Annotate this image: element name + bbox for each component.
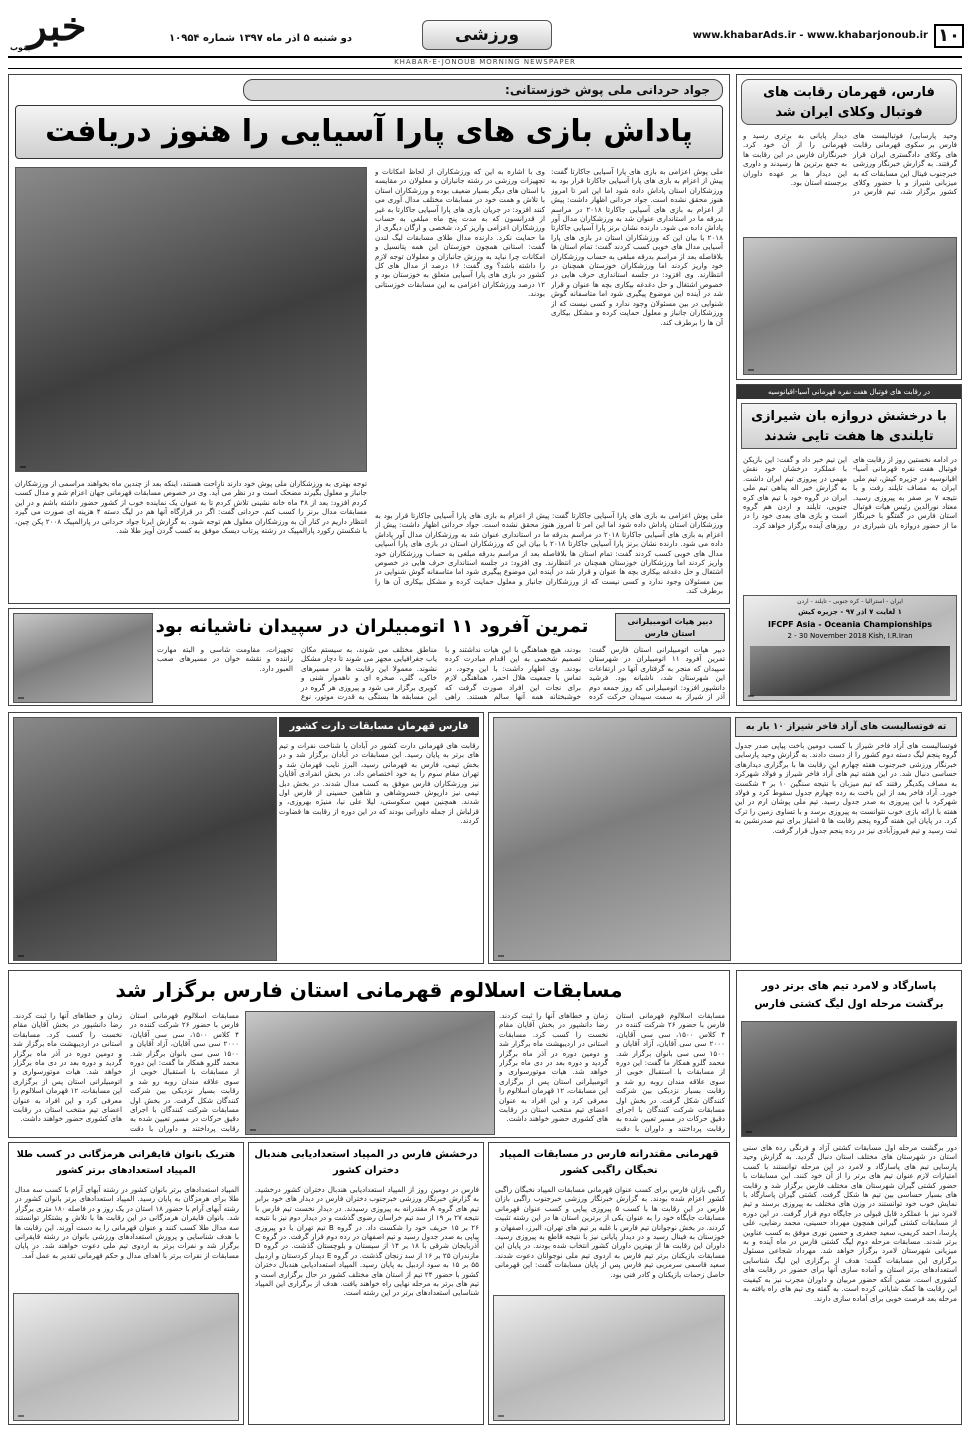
championship-banner [743, 595, 957, 701]
section-tab [422, 20, 552, 50]
kayak-story [8, 1142, 244, 1425]
rugby-headline-box [493, 1147, 725, 1181]
main-kicker: جواد حردانی ملی پوش خوزستانی: [505, 83, 710, 97]
auto-body: دبیر هیات اتومبیلرانی استان فارس گفت: تمرین آفرود ۱۱ اتومبیلران در شهرستان سپیدان که منجر به گرفتاری آنها در ارتفاعات این شهرستان شد، ناشیانه بود. فرشید دانشپور افزود: اتومبیلرانی که روز جمعه دوم آذر از شیراز به سمت سپیدان حرکت کرده بودند، هیچ هماهنگی با این هیات نداشتند و با تصمیم شخصی به این اقدام مبادرت کرده بودند. وی اظهار داشت: با این وجود، در تماس با جمعیت هلال احمر، هماهنگی لازم برای نجات این افراد صورت گرفت که خوشبختانه همه آنها سالم هستند. راهی مناطق مختلف می شوند، به سیستم مکان یاب جغرافیایی مجهز می شوند تا دچار مشکل نشوند. معمولا این رقابت ها در مسیرهای خاکی، گلی، صخره ای و ناهموار شنی و کویری برگزار می شود و پیروزی هر گروه در این مسابقه ها بستگی به قدرت موتور، نوع تجهیزات، مقاومت شاسی و البته مهارت راننده و نقشه خوان در مسیرهای صعب العبور دارد. [157, 645, 725, 702]
lawyers-football [736, 74, 962, 380]
slalom-story [8, 970, 730, 1138]
wrestling-body: دور برگشت مرحله اول مسابقات کشتی آزاد و فرنگی رده های سنی استان در شهرستان های مختلف استان دنبال گردید. به گزارش وحید پارسایی تیم های پاسارگاد و لامرد در این مرحله توانستند با کسب امتیازات لازم عنوان تیم های برتر را از آن خود کنند. این مسابقات با حضور کشتی گیران شهرستان های مختلف فارس برگزار شد و رقابت های بسیار حساسی بین تیم ها شکل گرفت. کشتی گیران پاسارگاد با نمایش خوب خود توانستند در وزن های مختلف به پیروزی برسند و تیم لامرد نیز با عملکرد قابل قبولی در جایگاه دوم قرار گرفت. در این دوره از مسابقات کشتی گیرانی همچون مهرداد حسینی، محمد رضایی، علی پارسا، احمد کریمی، سعید جعفری و حسین نوری موفق به کسب عناوین برتر شدند. مسابقات مرحله دوم لیگ کشتی فارس در ماه آینده و به میزبانی شهرستان لامرد برگزار خواهد شد. مهرداد شجاعی مسئول برگزاری این مسابقات گفت: هدف از برگزاری این لیگ شناسایی استعدادهای برتر استان و آماده سازی آنها برای حضور در رقابت های کشوری است. ضمن آنکه حضور مربیان و داوران مجرب نیز به کیفیت این رقابت ها کمک شایانی کرده است. به گفته وی تیم های راه یافته به مرحله بعد فرصت خوبی برای آماده سازی دارند. [743, 1143, 957, 1303]
automobile-story [8, 608, 730, 706]
car-photo-label [18, 697, 24, 699]
auto-tag-box [615, 613, 725, 641]
banner-players [750, 646, 950, 696]
football-photo [743, 237, 957, 375]
futsal-headline: ته فوتسالیست های آراد فاخر شیراز ۱۰ بار به [745, 722, 947, 732]
dart-story [8, 712, 484, 964]
kayak-photo [13, 1293, 239, 1421]
main-col2: وی با اشاره به این که ورزشکاران از لحاظ امکانات و تجهیزات ورزشی در رشته جانبازان و معلولان در مقایسه با استان های دیگر بسیار ضعیف بوده و ورزشکاران استان با تلاش و همت خود در مسابقات مختلف مدال آوری می کنند افزود: در جریان بازی های پارا آسیایی جاکارتا به غیر از قدرانسون که به مدت پنج ماه مبلغی به حساب ورزشکاران اعزامی واریز کرد، شخصی و ارگان دیگری از ما حمایت نکرد. دارنده مدال طلای مسابقات لیگ لندن گفت: استانی همچون خوزستان این همه پتانسیل و امکانات چرا نباید به ورزش جانبازان و معلولان توجه لازم را داشته باشد؟ وی گفت: ۱۶ درصد از مدال های کل کشور در بازی های پارا آسیایی متعلق به خوزستان بود و ۱۲ درصد ورزشکاران اعزامی به این مسابقات خوزستانی بودند. [375, 167, 545, 299]
logo [8, 4, 106, 54]
wrestling-story [736, 970, 962, 1425]
wrestling-headline-box [741, 975, 957, 1017]
rugby-body: راگبی بازان فارس برای کسب عنوان قهرمانی مسابقات المپیاد نخبگان راگبی کشور اعزام شده بودند. به گزارش خبرنگار ورزشی خبرجنوب راگبی بازان فارس در این رقابت ها با کسب ۵ پیروزی پیاپی و کسب عنوان قهرمانی مسابقات جایگاه خود را به عنوان یکی از برترین استان ها در این رشته تثبیت کردند. در بخش نوجوانان تیم فارس با غلبه بر تیم های تهران، البرز، اصفهان و خوزستان به فینال رسید و در دیدار پایانی نیز با نتیجه قاطع به پیروزی رسید. داوران این رقابت ها از بهترین داوران کشور انتخاب شده بودند. در پایان این مسابقات بازیکنان برتر تیم فارس به اردوی تیم ملی نوجوانان دعوت شدند. سعید قاسمی سرمربی تیم فارس پس از پایان مسابقات گفت: این قهرمانی حاصل زحمات بازیکنان و کادر فنی بود. [495, 1185, 725, 1279]
slalom-body-left: مسابقات اسلالوم قهرمانی استان فارس با حضور ۲۶ شرکت کننده در ۴ کلاس ۱۵۰۰، سی سی آقایان، ۲۰۰۰ سی سی آقایان، آزاد آقایان و ۱۵۰۰ سی سی بانوان برگزار شد. محمد گلرو همکار ما گفت: این دوره از مسابقات با استقبال خوبی از سوی علاقه مندان روبه رو شد و رقابت بسیار نزدیکی بین شرکت کنندگان شکل گرفت. در بخش اول مسابقات شرکت کنندگان با اجرای دقیق حرکات در مسیر تعیین شده به رقابت پرداختند و داوران با دقت زمان و خطاهای آنها را ثبت کردند. رضا دانشپور در بخش آقایان مقام نخست را کسب کرد. مسابقات استانی در اردیبهشت ماه برگزار شد و دومین دوره در آذر ماه برگزار گردید و دوره بعد در دی ماه برگزار خواهد شد. هیات موتورسواری و اتومبیلرانی استان پس از برگزاری این مسابقات، ۱۲ قهرمان اسلالوم را معرفی کرد و این افراد به عنوان اعضای تیم منتخب استان در رقابت های کشوری حضور خواهند داشت. [13, 1011, 239, 1133]
banner-photo-label [748, 695, 754, 697]
rugby-story [488, 1142, 730, 1425]
dart-photo-label [18, 955, 24, 957]
main-caption: توجه بهتری به ورزشکاران ملی پوش خود دارند ناراحت هستند، اینکه بعد از چندین ماه بخواهند مراسمی از ورزشکاران جانباز و معلول بگیرند مضحک است و در نظر می آید. وی در خصوص مسابقات قهرمانی جهان اعزام شم و مدال کسب کردم افزود: بعد از ۴۸ ماه خانه نشینی تلاش کردم تا به عنوان یک نماینده خوب از کشور حضور داشته باشم و در این مسابقات مدال برنز را کسب کنم. حردانی گفت: اگر در قرارگاه آنها هم در لیگ دسته ۴ هزینه ای صورت می گیرد انتظار داریم در کنار آن به ورزشکاران معلول هم توجه شود. به گزارش ایرنا جواد حردانی در پارالمپیک ۲۰۰۸ پکن چین، با شکستن رکورد پارالمپیک در رشته پرتاب دیسک موفق به کسب گردن آویز طلا شد. [15, 479, 367, 536]
masthead [0, 0, 970, 70]
futsal-body: فوتسالیست های آراد فاخر شیراز با کسب دومین باخت پیاپی صدر جدول گروه پنجم لیگ دسته دوم کشور را از دست دادند. به گزارش وحید پارسایی خبرنگار ورزشی خبرجنوب هفته چهارم این رقابت ها با برگزاری دیدارهای حساسی دنبال شد. در این هفته تیم های آراد فاخر شیراز و فولاد شهرکرد به مصاف یکدیگر رفتند که تیم میزبان با نتیجه سنگین ۱۰ بر ۴ شکست خورد. آراد فاخر بعد از این باخت به رده چهارم جدول سقوط کرد و فولاد شهرکرد با این پیروزی به صدر جدول رسید. تیم ملی پوشان ارم در این هفته با ارائه بازی خوب نتوانست به پیروزی برسد و با تساوی زمین را ترک کرد. در پایان این هفته گروه پنجم رقابت ها ۵ امتیاز برای تیم صدرنشین به ثبت رسید و تیم فیروزآبادی نیز در رده پنجم جدول قرار گرفت. [735, 741, 957, 835]
main-kicker-bar [243, 79, 723, 101]
wrestling-photo [741, 1021, 957, 1137]
medal-photo-label [20, 466, 26, 468]
handball-body: فارس در دومین روز از المپیاد استعدادیابی هندبال دختران کشور درخشید. به گزارش خبرنگار ورزشی خبرجنوب دختران فارس در دیدار های خود برابر تیم های گروه A مقتدرانه به پیروزی رسیدند. در دیدار نخست تیم فارس با نتیجه ۲۷ بر ۱۹ از سد تیم خراسان رضوی گذشت و در دیدار دوم نیز با نتیجه ۲۶ بر ۱۵ حریف خود را شکست داد. در گروه B تیم تهران با دو پیروزی پیاپی به صدر جدول رسید و تیم اصفهان در رده دوم قرار گرفت. در گروه C آذربایجان شرقی با ۱۸ بر ۱۴ از سیستان و بلوچستان گذشت. در گروه D مازندران ۲۵ بر ۱۶ از سد زنجان گذشت. در گروه E دیدار کردستان و اردبیل ۵۵ بر ۱۵ به سود اردبیل به پایان رسید. المپیاد استعدادیابی هندبال دختران کشور با حضور ۲۴ تیم از استان های مختلف کشور در حال برگزاری است و تیم های برتر به مرحله نهایی راه خواهند یافت. هدف از برگزاری این المپیاد شناسایی استعدادهای برتر در این رشته است. [255, 1185, 479, 1298]
main-headline-box [15, 105, 723, 159]
page-number: ۱۰ [934, 24, 964, 48]
banner-dates: ۱ لغایت ۷ آذر ۹۷ - جزیره کیش [798, 608, 902, 616]
dart-headline: فارس قهرمان مسابقات دارت کشور [289, 721, 469, 732]
banner-en: 2 - 30 November 2018 Kish, I.R.Iran [787, 632, 913, 640]
logo-small: جنوب [10, 43, 33, 52]
kayak-photo-label [18, 1415, 24, 1417]
masthead-rule-bottom [8, 68, 962, 69]
slalom-headline-box [49, 975, 689, 1005]
futsal-photo-label [498, 955, 504, 957]
auto-headline-box [133, 613, 611, 641]
slalom-photo-label [250, 1129, 256, 1131]
seven-a-side [736, 384, 962, 706]
futsal-headline-box [735, 717, 957, 737]
main-story [8, 74, 730, 604]
kayak-body: المپیاد استعدادهای برتر بانوان کشور در رشته آبهای آرام با کسب سه مدال طلا برای هرمزگان به پایان رسید. المپیاد استعدادهای برتر بانوان کشور در رشته آبهای آرام با حضور ۱۸ استان در یک روز و در فاصله ۱۸۰ متری برگزار شد. بانوان قایقران هرمزگانی در این رقابت ها با تلاش و پشتکار توانستند سه مدال طلا کسب کنند و عنوان قهرمانی را به دست آورند. این رقابت ها با هدف شناسایی و پرورش استعدادهای ورزشی بانوان در رشته قایقرانی برگزار شد و نفرات برتر به اردوی تیم ملی دعوت خواهند شد. در پایان مسابقات از نفرات برتر با اهدای مدال و حکم قهرمانی تقدیر به عمل آمد. [15, 1185, 239, 1260]
medal-photo [15, 167, 367, 472]
lawyers-headline-box [741, 79, 957, 125]
lawyers-headline: فارس، قهرمان رقابت های فوتبال وکلای ایران شد [763, 85, 935, 120]
team-photo [493, 1295, 725, 1421]
dart-headline-box [279, 717, 479, 737]
seven-body: در ادامه نخستین روز از رقابت های فوتبال هفت نفره قهرمانی آسیا-اقیانوسیه در جزیره کیش، تیم ملی ایران به مصاف تایلند رفت و با نتیجه ۷ بر صفر به پیروزی رسید. معتاد نورالدین رئیس هیات فوتبال استان فارس در گفتگو با خبرنگار ما از حضور دروازه بان شیرازی در این تیم خبر داد و گفت: این بازیکن با عملکرد درخشان خود نقش مهمی در پیروزی تیم ایران داشت. به گزارش خبر اله پناهی تیم ملی ایران در گروه خود با تیم های کره جنوبی، تایلند و اردن هم گروه است و بازی های بعدی خود را در روزهای آینده برگزار خواهد کرد. [743, 455, 957, 530]
seven-headline-box [741, 403, 957, 449]
website: www.khabarAds.ir - www.khabarjonoub.ir [692, 30, 928, 41]
slalom-body-right: مسابقات اسلالوم قهرمانی استان فارس با حضور ۲۶ شرکت کننده در ۴ کلاس ۱۵۰۰، سی سی آقایان، ۲۰۰۰ سی سی آقایان، آزاد آقایان و ۱۵۰۰ سی سی بانوان برگزار شد. محمد گلرو همکار ما گفت: این دوره از مسابقات با استقبال خوبی از سوی علاقه مندان روبه رو شد و رقابت بسیار نزدیکی بین شرکت کنندگان شکل گرفت. در بخش اول مسابقات شرکت کنندگان با اجرای دقیق حرکات در مسیر تعیین شده به رقابت پرداختند و داوران با دقت زمان و خطاهای آنها را ثبت کردند. رضا دانشپور در بخش آقایان مقام نخست را کسب کرد. مسابقات استانی در اردیبهشت ماه برگزار شد و دومین دوره در آذر ماه برگزار گردید و دوره بعد در دی ماه برگزار خواهد شد. هیات موتورسواری و اتومبیلرانی استان پس از برگزاری این مسابقات، ۱۲ قهرمان اسلالوم را معرفی کرد و این افراد به عنوان اعضای تیم منتخب استان در رقابت های کشوری حضور خواهند داشت. [499, 1011, 725, 1133]
handball-headline-box [253, 1147, 479, 1181]
kayak-headline: هتریک بانوان قایقرانی هرمزگانی در کسب طلا المپیاد استعدادهای برتر کشور [16, 1149, 236, 1176]
auto-tag: دبیر هیات اتومبیلرانی استان فارس [627, 617, 713, 638]
main-headline: پاداش بازی های پارا آسیایی را هنوز دریافت [45, 114, 693, 149]
auto-headline: تمرین آفرود ۱۱ اتومبیلران در سپیدان ناشیانه بود [155, 616, 589, 637]
lawyers-body: وحید پارسایی/ فوتبالیست های فارس بر سکوی قهرمانی رقابت های وکلای دادگستری ایران قرار گرفتند. به گزارش خبرنگار ورزشی خبرجنوب فینال این مسابقات که به میزبانی شیراز و با حضور وکلای کشور برگزار شد، تیم فارس در دیدار پایانی به برتری رسید و قهرمانی را از آن خود کرد. خبرنگاران فارس در این رقابت ها به جمع برترین ها رسیدند و داوری این دیدار ها بر عهده داوران برجسته استان بود. [743, 131, 957, 197]
rugby-headline: قهرمانی مقتدرانه فارس در مسابقات المپیاد نخبگان راگبی کشور [499, 1149, 719, 1176]
futsal-photo [493, 717, 731, 961]
dart-photo [13, 717, 277, 961]
handball-headline: درخشش فارس در المپیاد استعدادیابی هندبال دختران کشور [254, 1149, 478, 1176]
section-title: ورزشی [454, 25, 520, 45]
handball-story [248, 1142, 484, 1425]
main-col1: ملی پوش اعزامی به بازی های پارا آسیایی جاکارتا گفت: پیش از اعزام به بازی های پارا آسیایی جاکارتا قرار بود به ورزشکاران استان پاداش داده شود اما این امر تا امروز هنوز محقق نشده است. جواد حردانی اظهار داشت: پیش از اعزام به بازی های آسیایی جاکارتا ۲۰۱۸ در مراسم بدرقه ما در استانداری عنوان شد به ورزشکاران مدال آور پاداش داده می شود. دارنده نشان برنز پارا آسیایی جاکارتا ۲۰۱۸ با بیان این که ورزشکاران استان در بازی های پارا آسیایی مدال های خوبی کسب کردند گفت: تمام استان ها بلافاصله بعد از مراسم بدرقه مبلغی به حساب ورزشکاران خود واریز کردند اما ورزشکاران خوزستان همچنان در انتظارند. وی افزود: در جلسه استانداری حرف هایی در خصوص اشتغال و حل دغدغه بیکاری بچه ها عنوان و قرار شد در آینده این موضوع پیگیری شود اما متاسفانه گوش شنوایی در بین مسئولان وجود ندارد و کسی نیست که از ورزشکاران جانباز و معلول حمایت کرده و مشکل بیکاری آن ها را برطرف کند. [551, 167, 723, 327]
banner-sub: ایران - استرالیا - کره جنوبی - تایلند - اردن [797, 598, 903, 605]
team-photo-label [498, 1415, 504, 1417]
futsal-story [488, 712, 962, 964]
wrestling-photo-label [746, 1131, 752, 1133]
main-col-bottom: ملی پوش اعزامی به بازی های پارا آسیایی جاکارتا گفت: پیش از اعزام به بازی های پارا آسیایی جاکارتا قرار بود به ورزشکاران استان پاداش داده شود اما این امر تا امروز هنوز محقق نشده است. جواد حردانی اظهار داشت: پیش از اعزام به بازی های آسیایی جاکارتا ۲۰۱۸ در مراسم بدرقه ما در استانداری عنوان شد به ورزشکاران مدال آور پاداش داده می شود. دارنده نشان برنز پارا آسیایی جاکارتا ۲۰۱۸ با بیان این که ورزشکاران استان در بازی های پارا آسیایی مدال های خوبی کسب کردند گفت: تمام استان ها بلافاصله بعد از مراسم بدرقه مبلغی به حساب ورزشکاران خود واریز کردند اما ورزشکاران خوزستان همچنان در انتظارند. وی افزود: در جلسه استانداری حرف هایی در خصوص اشتغال و حل دغدغه بیکاری بچه ها عنوان و قرار شد در آینده این موضوع پیگیری شود اما متاسفانه گوش شنوایی در بین مسئولان وجود ندارد و کسی نیست که از ورزشکاران جانباز و معلول حمایت کرده و مشکل بیکاری آن ها را برطرف کند. [375, 511, 723, 596]
kayak-headline-box [13, 1147, 239, 1181]
seven-headline: با درخشش دروازه بان شیرازی تایلندی ها هفت تایی شدند [751, 409, 947, 444]
date-line: دو شنبه ۵ آذر ماه ۱۳۹۷ شماره ۱۰۹۵۴ [169, 33, 352, 44]
masthead-subtitle: KHABAR-E-JONOUB MORNING NEWSPAPER [394, 58, 576, 66]
slalom-photo [245, 1011, 495, 1135]
offroad-photo [13, 613, 153, 703]
banner-title: IFCPF Asia - Oceania Championships [767, 620, 933, 629]
wrestling-headline: پاسارگاد و لامرد تیم های برتر دور برگشت مرحله اول لیگ کشتی فارس [754, 980, 944, 1010]
slalom-headline: مسابقات اسلالوم قهرمانی استان فارس برگزار شد [115, 978, 623, 1002]
dart-body: رقابت های قهرمانی دارت کشور در آبادان با شناخت نفرات و تیم های برتر به پایان رسید. این مسابقات در آبادان برگزار شد و در بخش تیمی، فارس به قهرمانی رسید، البرز نایب قهرمان شد و تهران مقام سوم را به خود اختصاص داد. در بخش انفرادی آقایان نیز ورزشکاران فارس موفق به کسب مدال شدند. در بخش دبل تیمی نیز داریوش خسروشاهی و شاهین حسینی از فارس اول شدند. همچنین مهین سکوستی، لیلا علی نیا، منیژه بهروزی، و قزلباش از جمله داورانی بودند که در این دوره از رقابت ها قضاوت کردند. [279, 741, 479, 826]
logo-text: خبر [27, 4, 87, 50]
football-photo-label [748, 369, 754, 371]
seven-kicker: در رقابت های فوتبال هفت نفره قهرمانی آسیا-اقیانوسیه [737, 385, 961, 399]
